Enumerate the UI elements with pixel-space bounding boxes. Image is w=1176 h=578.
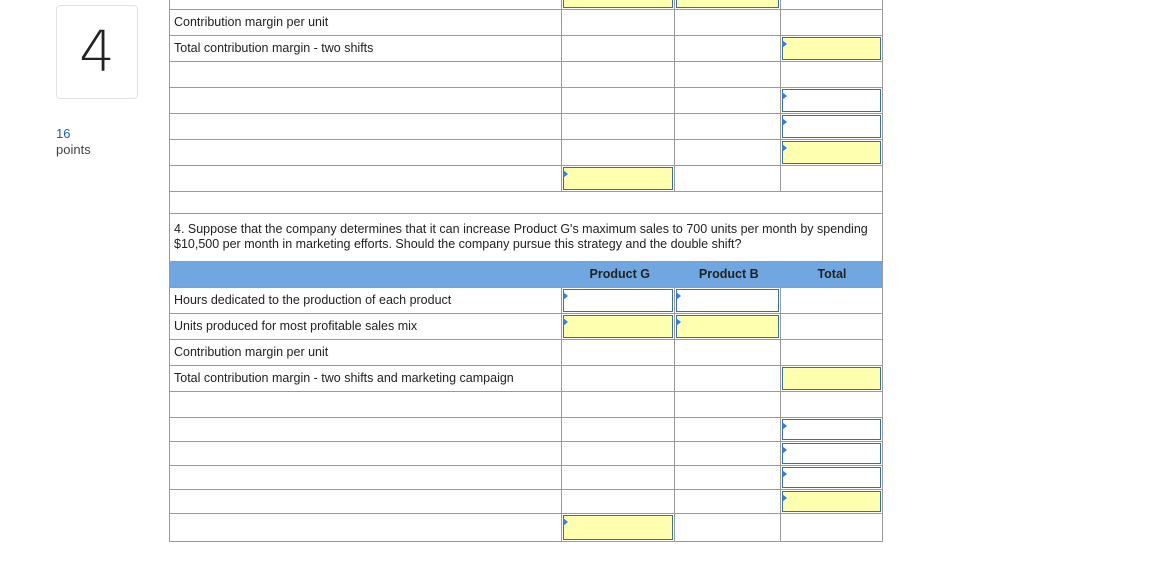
question-number: 4 [79, 19, 115, 85]
total-cell [781, 490, 882, 513]
total-input[interactable] [782, 443, 881, 464]
table-row [170, 62, 882, 88]
product-b-cell [675, 442, 782, 465]
product-g-input[interactable] [563, 289, 673, 312]
header-product-b: Product B [698, 267, 759, 281]
column-header-row [170, 262, 882, 288]
product-b-input[interactable] [676, 289, 780, 312]
total-cell [781, 166, 882, 191]
table-row [170, 340, 882, 366]
product-b-cell [675, 314, 782, 339]
points-value: 16 [56, 126, 71, 141]
product-g-cell [562, 0, 675, 9]
row-label [170, 62, 562, 87]
total-input[interactable] [782, 37, 881, 60]
product-g-input[interactable] [563, 0, 673, 8]
total-cell [781, 366, 882, 391]
row-label: Total contribution margin - two shifts [170, 36, 562, 61]
product-b-cell [675, 114, 782, 139]
row-label: Units produced for most profitable sales mix [170, 314, 562, 339]
product-b-cell [675, 340, 782, 365]
total-cell [781, 0, 882, 9]
product-g-cell [562, 88, 675, 113]
product-b-cell [675, 0, 782, 9]
table-row [170, 166, 882, 192]
table-row [170, 466, 882, 490]
total-input[interactable] [782, 467, 881, 488]
total-cell [781, 88, 882, 113]
total-input[interactable] [782, 419, 881, 440]
table-row [170, 88, 882, 114]
table-row [170, 314, 882, 340]
table-row [170, 418, 882, 442]
product-b-cell [675, 514, 782, 541]
table-row [170, 490, 882, 514]
total-cell [781, 62, 882, 87]
points-info [56, 126, 91, 158]
product-b-cell [675, 10, 782, 35]
product-b-cell [675, 366, 782, 391]
product-b-input[interactable] [676, 315, 780, 338]
product-b-cell [675, 166, 782, 191]
row-label: Hours dedicated to the production of each product [170, 288, 562, 313]
total-cell [781, 114, 882, 139]
row-label [170, 466, 562, 489]
product-g-cell [562, 114, 675, 139]
table-row [170, 140, 882, 166]
product-g-cell [562, 340, 675, 365]
product-b-cell [675, 36, 782, 61]
product-g-cell [562, 288, 675, 313]
product-b-input[interactable] [676, 0, 780, 8]
product-g-cell [562, 514, 675, 541]
table-row [170, 10, 882, 36]
product-b-cell [675, 466, 782, 489]
row-label [170, 0, 562, 9]
product-b-cell [675, 88, 782, 113]
product-b-cell [675, 418, 782, 441]
product-g-input[interactable] [563, 515, 673, 540]
header-blank [170, 262, 564, 287]
total-cell [781, 36, 882, 61]
row-label [170, 442, 562, 465]
row-label: Contribution margin per unit [170, 10, 562, 35]
total-input[interactable] [782, 491, 881, 512]
total-cell [781, 442, 882, 465]
product-b-cell [675, 62, 782, 87]
total-cell [781, 392, 882, 417]
table-row [170, 114, 882, 140]
product-g-cell [562, 392, 675, 417]
total-cell [781, 340, 882, 365]
row-label [170, 490, 562, 513]
table-row [170, 288, 882, 314]
total-cell [781, 314, 882, 339]
product-g-cell [562, 366, 675, 391]
product-g-cell [562, 466, 675, 489]
product-g-input[interactable] [563, 315, 673, 338]
product-g-cell [562, 418, 675, 441]
total-cell [781, 514, 882, 541]
points-label: points [56, 142, 91, 157]
table-row [170, 0, 882, 10]
row-label [170, 140, 562, 165]
product-g-cell [562, 490, 675, 513]
row-label: Contribution margin per unit [170, 340, 562, 365]
product-g-cell [562, 442, 675, 465]
total-cell [781, 466, 882, 489]
row-label [170, 514, 562, 541]
product-g-input[interactable] [563, 167, 673, 190]
row-label [170, 392, 562, 417]
question-number-card [56, 5, 138, 99]
total-cell [781, 10, 882, 35]
worksheet-frame [169, 0, 883, 542]
product-b-cell [675, 288, 782, 313]
total-input[interactable] [782, 367, 881, 390]
total-input[interactable] [782, 141, 881, 164]
header-product-g: Product G [589, 267, 650, 281]
total-input[interactable] [782, 115, 881, 138]
product-g-cell [562, 314, 675, 339]
spacer-row [170, 192, 882, 214]
row-label: Total contribution margin - two shifts and marketing campaign [170, 366, 562, 391]
product-b-cell [675, 140, 782, 165]
table-row [170, 392, 882, 418]
table-row [170, 442, 882, 466]
row-label [170, 418, 562, 441]
table-row [170, 366, 882, 392]
table-row [170, 514, 882, 542]
total-cell [781, 418, 882, 441]
product-b-cell [675, 490, 782, 513]
product-g-cell [562, 166, 675, 191]
row-label [170, 114, 562, 139]
total-cell [781, 140, 882, 165]
row-label [170, 166, 562, 191]
product-g-cell [562, 10, 675, 35]
product-g-cell [562, 36, 675, 61]
table-row [170, 36, 882, 62]
row-label [170, 88, 562, 113]
total-cell [781, 288, 882, 313]
product-b-cell [675, 392, 782, 417]
product-g-cell [562, 62, 675, 87]
total-input[interactable] [782, 89, 881, 112]
product-g-cell [562, 140, 675, 165]
question-text: 4. Suppose that the company determines that it can increase Product G's maximum sales to 700 units per month by spending $10,500 per month in marketing efforts. Should the company pursue this strategy and the double shift? [170, 214, 882, 262]
header-total: Total [817, 267, 847, 281]
